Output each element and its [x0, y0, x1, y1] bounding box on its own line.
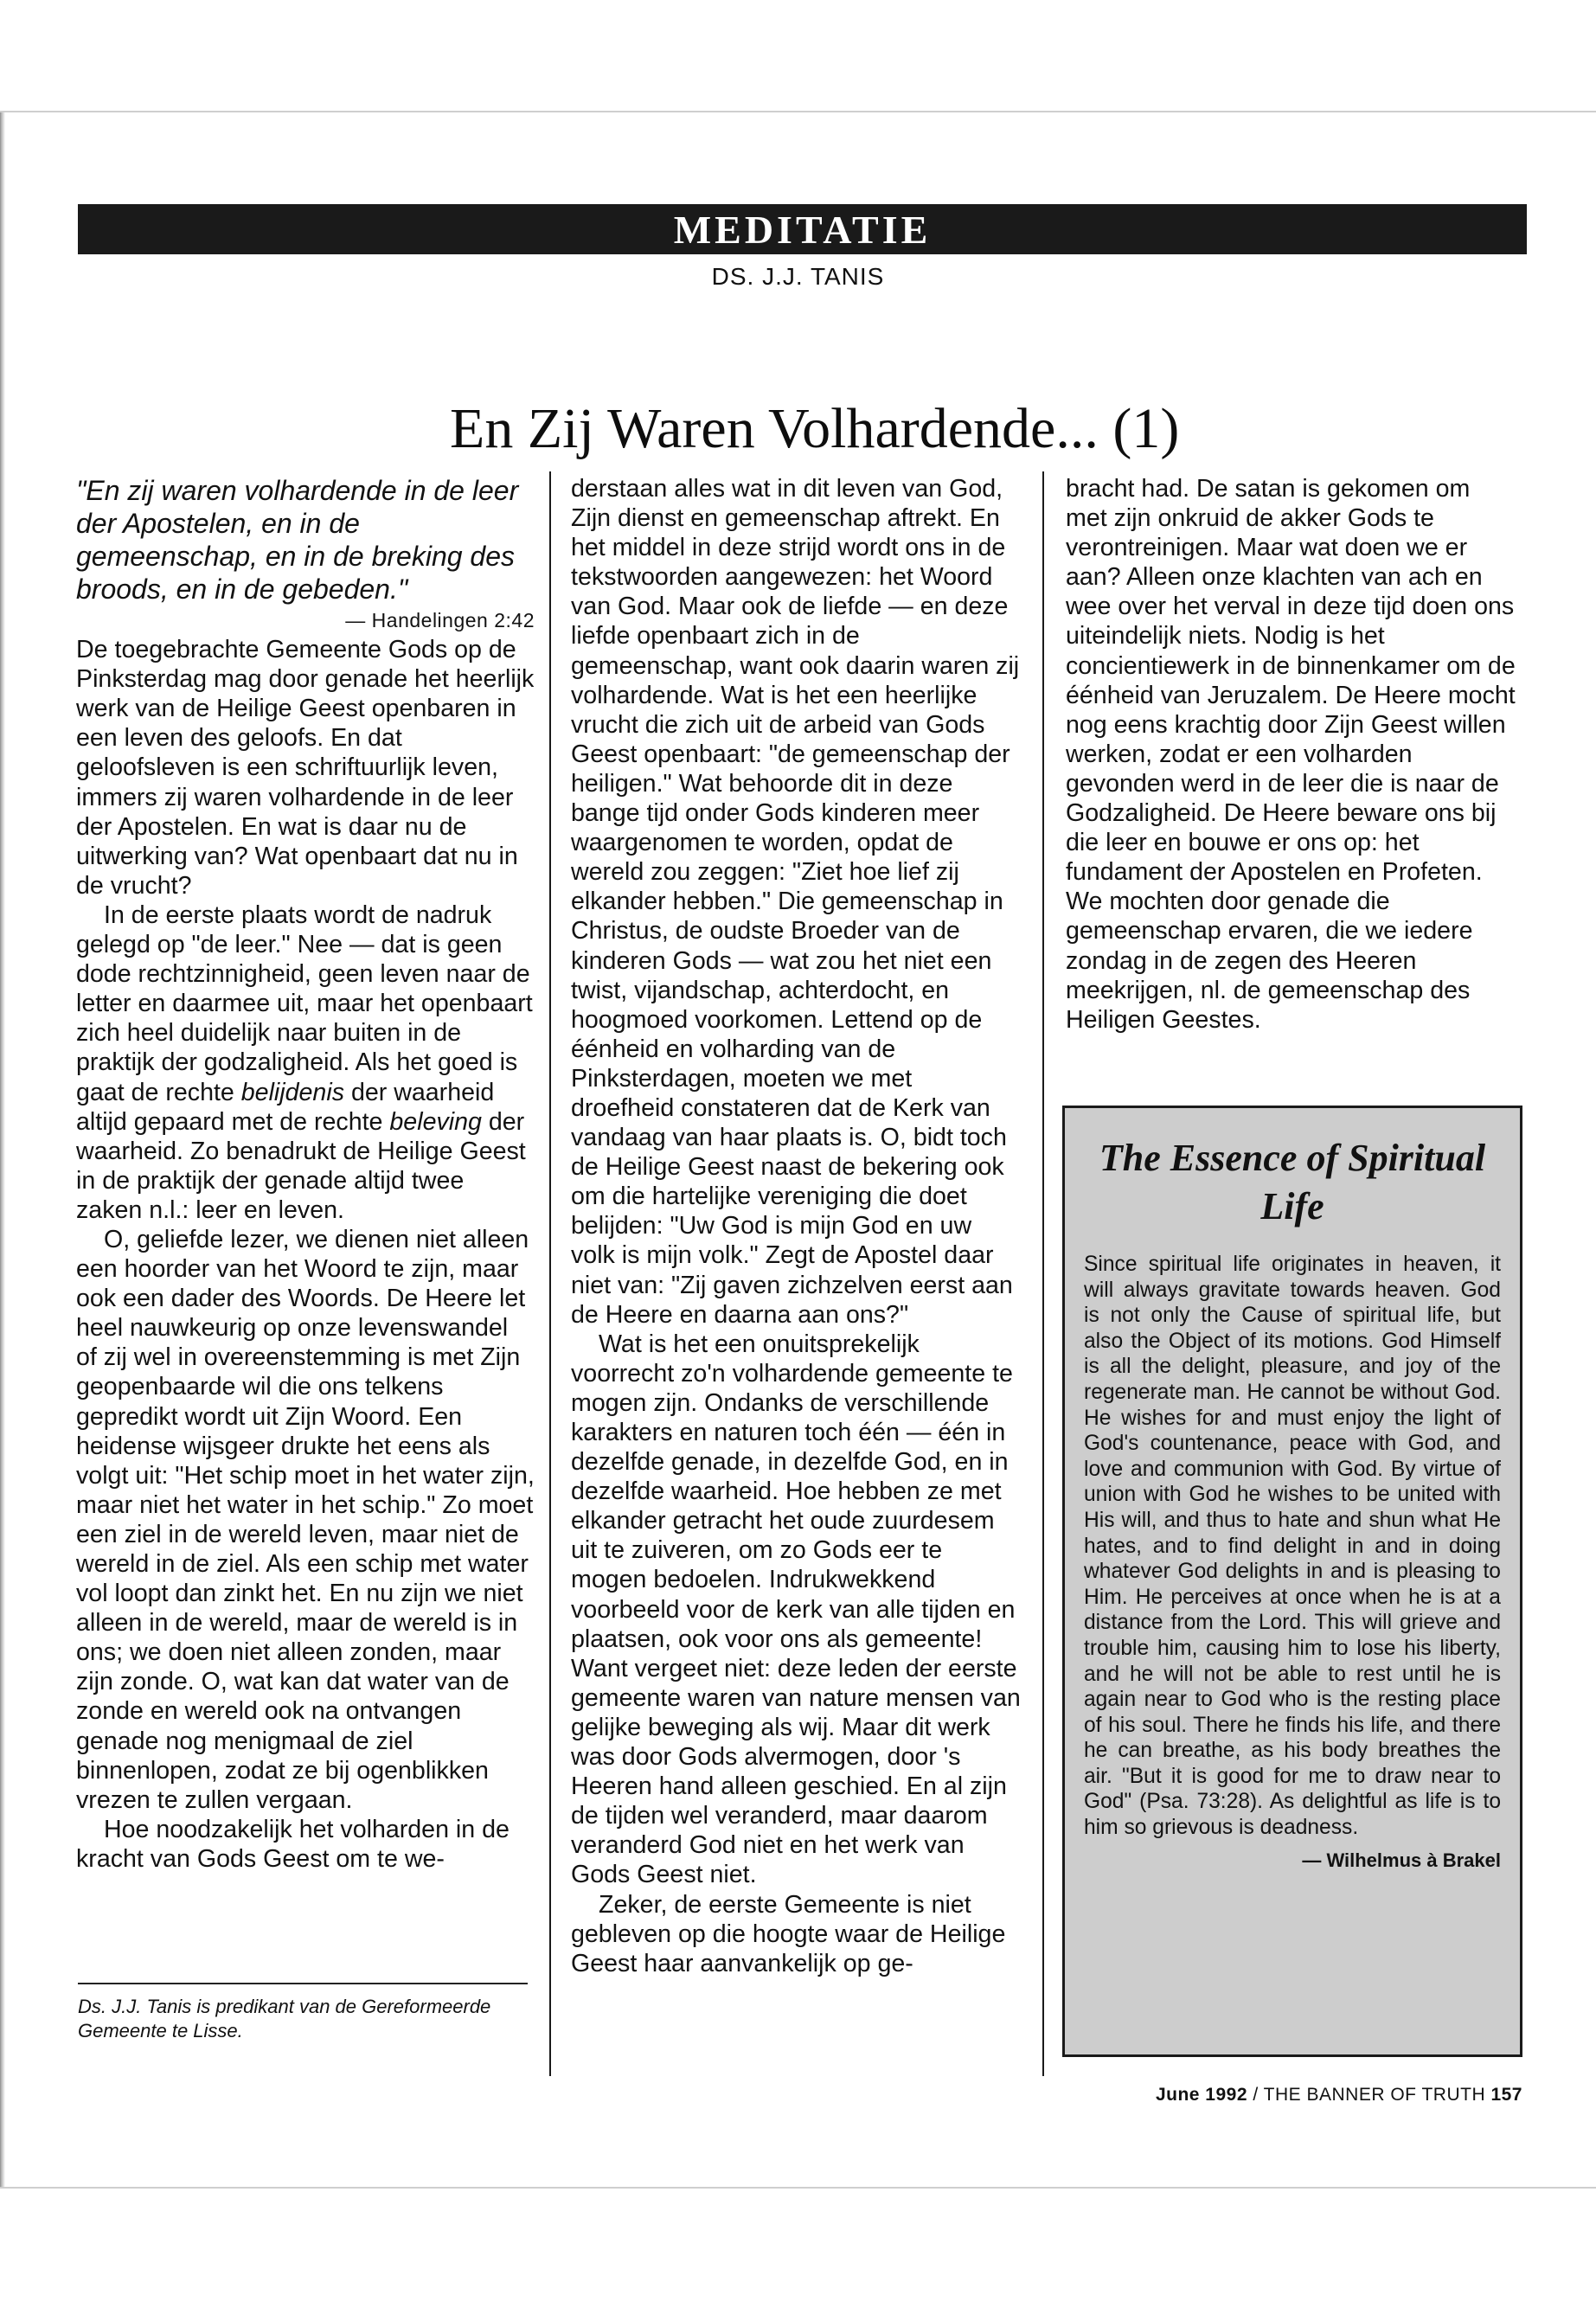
author-footnote: Ds. J.J. Tanis is predikant van de Gereformeerde Gemeente te Lisse.: [78, 1996, 491, 2041]
column-divider-2: [1042, 471, 1044, 2076]
footnote-rule: [78, 1983, 528, 1984]
author-line: DS. J.J. TANIS: [711, 263, 885, 290]
paragraph: Wat is het een onuitsprekelijk voorrecht zo'n volhardende gemeente te mogen zijn. Ondanks de verschillende karakters en naturen toch één — één in dezelfde genade, in dezelfde God, en in dezelfde waarheid. Hoe hebben ze met elkander getracht het oude zuurdesem uit te zuiveren, om zo Gods eer te mogen bedoelen. Indrukwekkend voorbeeld voor de kerk van alle tijden en plaatsen, ook voor ons als gemeente! Want vergeet niet: deze leden der eerste gemeente waren van nature mensen van gelijke beweging als wij. Maar dit werk was door Gods alvermogen, door 's Heeren hand alleen geschied. En al zijn de tijden wel veranderd, maar daarom veranderd God niet en het werk van Gods Geest niet.: [571, 1330, 1021, 1889]
paragraph: Hoe noodzakelijk het volharden in de kracht van Gods Geest om te we-: [76, 1815, 510, 1873]
opening-scripture-quote: "En zij waren volhardende in de leer der Apostelen, en in de gemeenschap, en in de breking des broods, en in de gebeden.": [76, 475, 519, 605]
scan-edge-top: [0, 111, 1596, 112]
paragraph: De toegebrachte Gemeente Gods op de Pinksterdag mag door genade het heerlijk werk van de Heilige Geest openbaren in een leven des geloofs. En dat geloofsleven is een schriftuurlijk leven, immers zij waren volhardende in de leer der Apostelen. En wat is daar nu de uitwerking van? Wat openbaart dat nu in de vrucht?: [76, 636, 535, 900]
paragraph: bracht had. De satan is gekomen om met zijn onkruid de akker Gods te verontreinigen. Maar wat doen we er aan? Alleen onze klachten van ach en wee over het verval in deze tijd doen ons uiteindelijk niets. Nodig is het concientiewerk in de binnenkamer om de éénheid van Jeruzalem. De Heere mocht nog eens krachtig door Zijn Geest willen werken, zodat er een volharden gevonden werd in de leer die is naar de Godzaligheid. De Heere beware ons bij die leer en bouwe er ons op: het fundament der Apostelen en Profeten. We mochten door genade die gemeenschap ervaren, die we iedere zondag in de zegen des Heeren meekrijgen, nl. de gemeenschap des Heiligen Geestes.: [1066, 475, 1516, 1034]
sidebar-title: The Essence of Spiritual Life: [1099, 1137, 1486, 1227]
column-1: [76, 474, 535, 1874]
column-3: [1066, 474, 1516, 1035]
sidebar-attribution: — Wilhelmus à Brakel: [1302, 1849, 1501, 1871]
page-footer: [969, 2085, 1522, 2106]
section-title: MEDITATIE: [673, 207, 932, 252]
column-divider-1: [549, 471, 551, 2076]
column-2: [571, 474, 1021, 1978]
paragraph: Zeker, de eerste Gemeente is niet gebleven op die hoogte waar de Heilige Geest haar aanvankelijk op ge-: [571, 1890, 1006, 1977]
scan-edge-left: [0, 112, 5, 2187]
paragraph: O, geliefde lezer, we dienen niet alleen een hoorder van het Woord te zijn, maar ook een dader des Woords. De Heere let heel nauwkeurig op onze levenswandel of zij wel in overeenstemming is met Zijn geopenbaarde wil die ons telkens gepredikt wordt uit Zijn Woord. Een heidense wijsgeer drukte het eens als volgt uit: "Het schip moet in het water zijn, maar niet het water in het schip." Zo moet een ziel in de wereld leven, maar niet de wereld in de ziel. Als een schip met water vol loopt dan zinkt het. En nu zijn we niet alleen in de wereld, maar de wereld is in ons; we doen niet alleen zonden, maar zijn zonde. O, wat kan dat water van de zonde en wereld ook na ontvangen genade nog menigmaal de ziel binnenlopen, zodat ze bij ogenblikken vrezen te zullen vergaan.: [76, 1225, 535, 1814]
publication-name: / THE BANNER OF TRUTH: [1247, 2085, 1491, 2105]
paragraph: derstaan alles wat in dit leven van God, Zijn dienst en gemeenschap aftrekt. En het middel in deze strijd wordt ons in de tekstwoorden aangewezen: het Woord van God. Maar ook de liefde — en deze liefde openbaart zich in de gemeenschap, want ook daarin waren zij volhardende. Wat is het een heerlijke vrucht die zich uit de arbeid van Gods Geest openbaart: "de gemeenschap der heiligen." Wat behoorde dit in deze bange tijd onder Gods kinderen meer waargenomen te worden, opdat de wereld zou zeggen: "Ziet hoe lief zij elkander hebben." Die gemeenschap in Christus, de oudste Broeder van de kinderen Gods — wat zou het niet een twist, vijandschap, achterdocht, en hoogmoed voorkomen. Lettend op de éénheid en volharding van de Pinksterdagen, moeten we met droefheid constateren dat de Kerk van vandaag van haar plaats is. O, bidt toch de Heilige Geest naast de bekering ook om die hartelijke vereniging die doet belijden: "Uw God is mijn God en uw volk is mijn volk." Zegt de Apostel daar niet van: "Zij gaven zichzelven eerst aan de Heere en daarna aan ons?": [571, 475, 1020, 1329]
scripture-reference: — Handelingen 2:42: [345, 609, 535, 631]
issue-date: June 1992: [1155, 2085, 1248, 2105]
sidebar-box: [1062, 1106, 1522, 2057]
paragraph: In de eerste plaats wordt de nadruk gelegd op "de leer." Nee — dat is geen dode rechtzinnigheid, geen leven naar de letter en daarmee uit, maar het openbaart zich heel duidelijk naar buiten in de praktijk der godzaligheid. Als het goed is gaat de rechte belijdenis der waarheid altijd gepaard met de rechte beleving der waarheid. Zo benadrukt de Heilige Geest in de praktijk der genade altijd twee zaken n.l.: leer en leven.: [76, 901, 533, 1224]
section-header-bar: [78, 204, 1527, 254]
sidebar-body: Since spiritual life originates in heaven, it will always gravitate towards heaven. God is not only the Cause of spiritual life, but also the Object of its motions. God Himself is all the delight, pleasure, and joy of the regenerate man. He cannot be without God. He wishes for and must enjoy the light of God's countenance, peace with God, and love and communion with God. By virtue of union with God he wishes to be united with His will, and thus to hate and shun what He hates, and to find delight in and in doing whatever God delights in and is pleasing to Him. He perceives at once when he is at a distance from the Lord. This will grieve and trouble him, causing him to lose his liberty, and he will not be able to rest until he is again near to God who is the resting place of his soul. There he finds his life, and there he can breathe, as his body breathes the air. "But it is good for me to draw near to God" (Psa. 73:28). As delightful as life is to him so grievous is deadness.: [1084, 1253, 1501, 1840]
page-number: 157: [1490, 2085, 1522, 2105]
scan-edge-bottom: [0, 2187, 1596, 2189]
article-title: En Zij Waren Volhardende... (1): [450, 397, 1180, 460]
